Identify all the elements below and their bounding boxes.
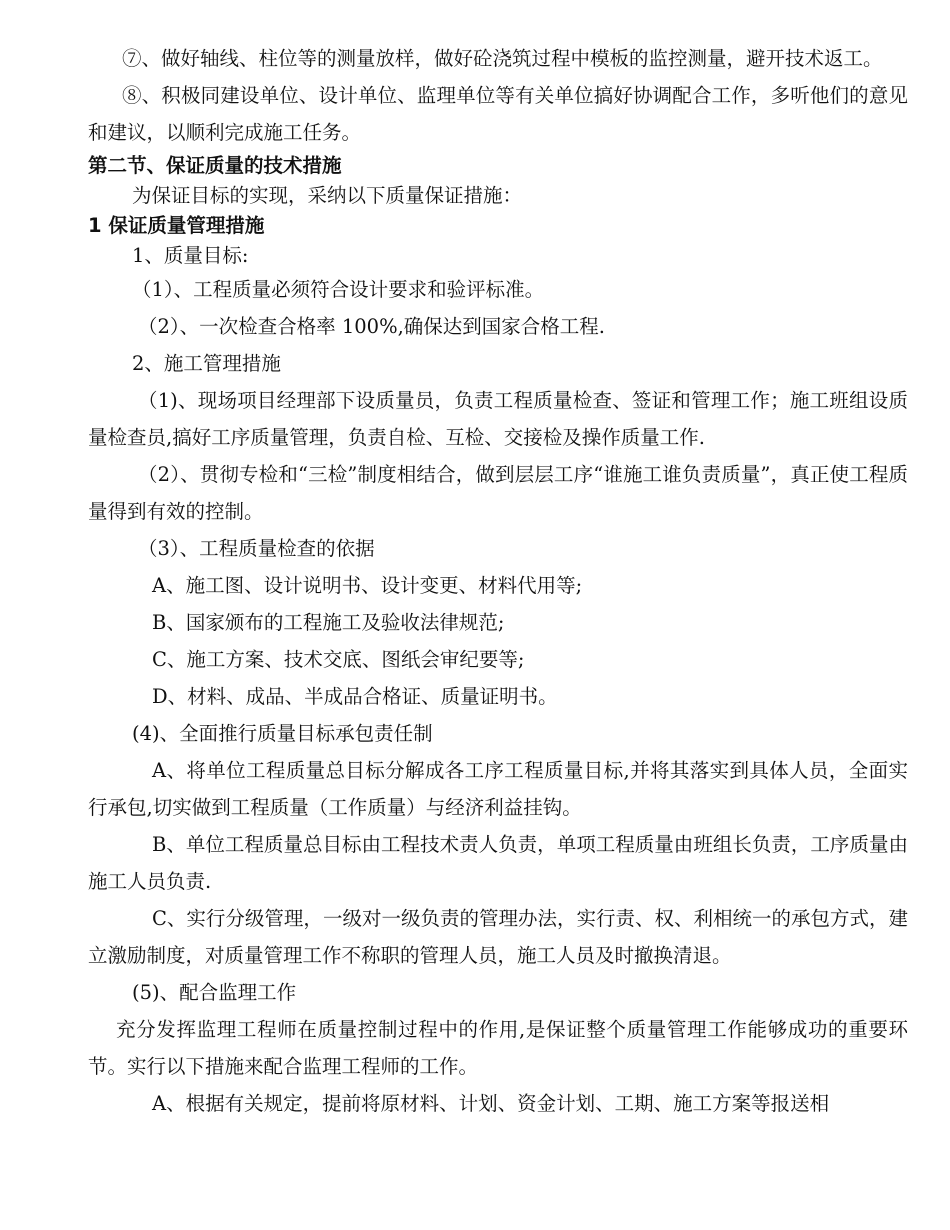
management-item-2: （2）、贯彻专检和“三检”制度相结合，做到层层工序“谁施工谁负责质量”，真正使工程质量得到有效的控制。	[88, 463, 908, 523]
section-title: 第二节、保证质量的技术措施	[88, 154, 342, 177]
quality-goal-heading: 1、质量目标:	[132, 244, 249, 267]
responsibility-a: A、将单位工程质量总目标分解成各工序工程质量目标,并将其落实到具体人员，全面实行承包,切实做到工程质量（工作质量）与经济利益挂钩。	[88, 759, 908, 819]
quality-goal-2: （2）、一次检查合格率 100%,确保达到国家合格工程.	[138, 315, 606, 338]
item-8-paragraph: ⑧、积极同建设单位、设计单位、监理单位等有关单位搞好协调配合工作，多听他们的意见和建议，以顺利完成施工任务。	[88, 84, 908, 144]
responsibility-b: B、单位工程质量总目标由工程技术责人负责，单项工程质量由班组长负责，工序质量由施工人员负责.	[88, 833, 908, 893]
management-item-5: (5)、配合监理工作	[132, 981, 297, 1004]
management-item-3: （3）、工程质量检查的依据	[138, 537, 375, 560]
management-item-1: （1)、现场项目经理部下设质量员，负责工程质量检查、签证和管理工作；施工班组设质量检查员,搞好工序质量管理，负责自检、互检、交接检及操作质量工作.	[88, 389, 908, 449]
item-7-paragraph: ⑦、做好轴线、柱位等的测量放样，做好砼浇筑过程中模板的监控测量，避开技术返工。	[122, 47, 883, 70]
subsection-title: 1 保证质量管理措施	[88, 214, 265, 237]
basis-a: A、施工图、设计说明书、设计变更、材料代用等;	[152, 574, 583, 597]
supervision-a: A、根据有关规定，提前将原材料、计划、资金计划、工期、施工方案等报送相	[152, 1092, 830, 1115]
document-page	[88, 40, 908, 1122]
management-item-4: (4)、全面推行质量目标承包责任制	[132, 722, 433, 745]
intro-paragraph: 为保证目标的实现，采纳以下质量保证措施：	[132, 184, 523, 207]
supervision-intro: 充分发挥监理工程师在质量控制过程中的作用,是保证整个质量管理工作能够成功的重要环节。实行以下措施来配合监理工程师的工作。	[88, 1018, 908, 1078]
responsibility-c: C、实行分级管理，一级对一级负责的管理办法，实行责、权、利相统一的承包方式，建立激励制度，对质量管理工作不称职的管理人员，施工人员及时撤换清退。	[88, 907, 908, 967]
basis-b: B、国家颁布的工程施工及验收法律规范;	[152, 611, 505, 634]
management-heading: 2、施工管理措施	[132, 352, 281, 375]
basis-c: C、施工方案、技术交底、图纸会审纪要等;	[152, 648, 525, 671]
basis-d: D、材料、成品、半成品合格证、质量证明书。	[152, 685, 558, 708]
quality-goal-1: （1）、工程质量必须符合设计要求和验评标准。	[132, 278, 545, 301]
